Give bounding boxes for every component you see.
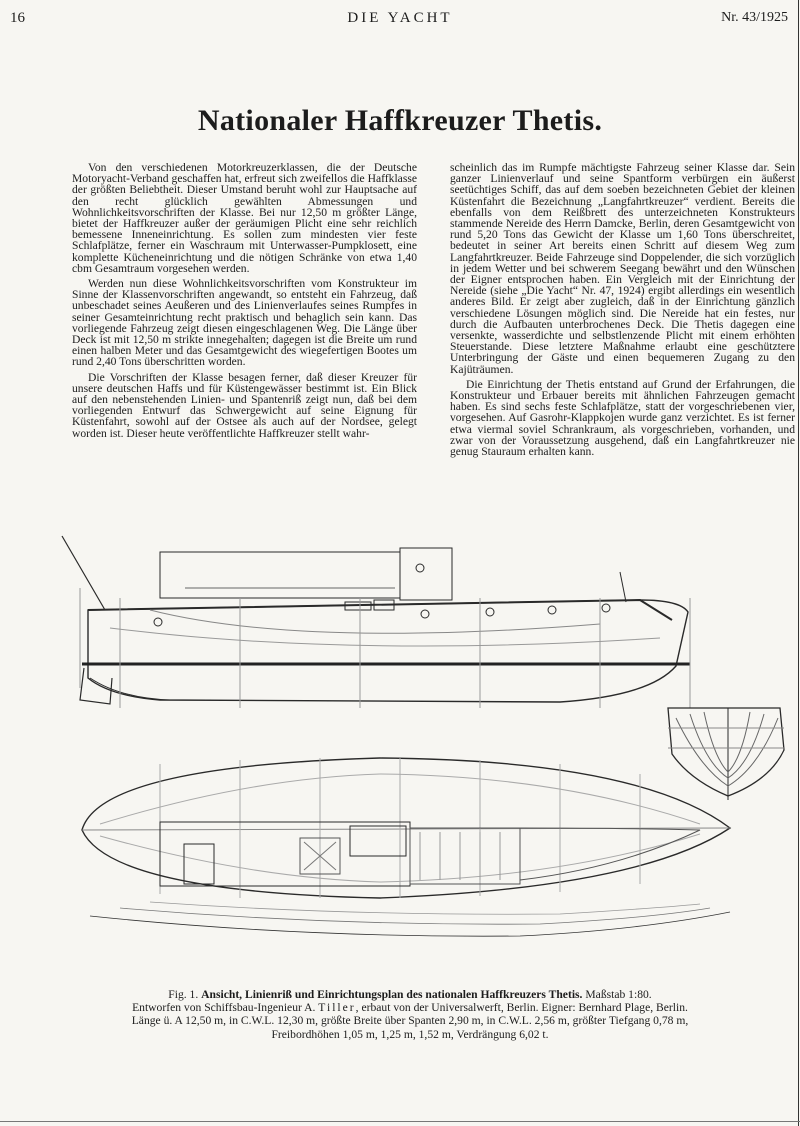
paragraph: Werden nun diese Wohnlichkeitsvorschriften vom Konstrukteur im Sinne der Klassenvorschriften angewandt, so entsteht ein Fahrzeug, daß unbeschadet seines Aeußeren und des Linienverlaufes seines Rumpfes in seiner Gesamteinrichtung recht praktisch und behaglich sein kann. Das vorliegende Fahrzeug zeigt diesen eingeschlagenen Weg. Die Länge über Deck ist mit 12,50 m strikte innegehalten; dagegen ist die Breite um rund einen halben Meter und das Gesamtgewicht des wiegefertigen Bootes um rund 2,40 Tons überschritten worden. bbox=[72, 277, 417, 369]
caption-designer: Entworfen von Schiffsbau-Ingenieur A. bbox=[132, 1001, 316, 1015]
profile-view bbox=[62, 536, 690, 708]
caption-title: Ansicht, Linienriß und Einrichtungsplan des nationalen Haffkreuzers Thetis. bbox=[201, 988, 583, 1001]
scan-bottom-edge bbox=[0, 1121, 800, 1122]
magazine-title: DIE YACHT bbox=[347, 10, 453, 26]
page-number: 16 bbox=[10, 10, 25, 26]
page-header bbox=[0, 8, 800, 32]
issue-number: Nr. 43/1925 bbox=[721, 10, 788, 25]
caption-fig-label: Fig. 1. bbox=[168, 988, 199, 1001]
caption-scale: Maßstab 1:80. bbox=[585, 988, 652, 1001]
caption-designer-name: Tiller bbox=[318, 1001, 356, 1015]
article-title: Nationaler Haffkreuzer Thetis. bbox=[197, 104, 603, 137]
plan-view bbox=[82, 758, 730, 898]
waterlines bbox=[90, 902, 730, 936]
paragraph: Die Vorschriften der Klasse besagen ferner, daß dieser Kreuzer für unsere deutschen Haffs und für Küstengewässer bestimmt ist. Ein Blick auf den nebenstehenden Linien- und Spantenriß zeigt nun, daß bei dem vorliegenden Entwurf das Schwergewicht auf seine Eignung für Küstenfahrt, sowohl auf der Ostsee als auch auf der Nordsee, gelegt worden ist. Dieser heute veröffentlichte Haffkreuzer stellt wahr- bbox=[72, 370, 417, 440]
caption-line-4: Freibordhöhen 1,05 m, 1,25 m, 1,52 m, Verdrängung 6,02 t. bbox=[271, 1027, 549, 1041]
scan-edge bbox=[798, 0, 799, 1126]
caption-line-3: Länge ü. A 12,50 m, in C.W.L. 12,30 m, größte Breite über Spanten 2,90 m, in C.W.L. 2,56 m, größter Tiefgang 0,78 m, bbox=[131, 1014, 689, 1028]
paragraph: Von den verschiedenen Motorkreuzerklassen, die der Deutsche Motoryacht-Verband geschaffen hat, erfreut sich zweifellos die Haffklasse der größten Beliebtheit. Dieser Umstand beruht wohl zur Hauptsache auf den recht glücklich gewählten Abmessungen und Wohnlichkeitsvorschriften der Klasse. Bei nur 12,50 m größter Länge, bietet der Haffkreuzer außer der geräumigen Plicht eine sehr reichlich bemessene Inneneinrichtung. Es sollen zum mindesten vier feste Schlafplätze, ferner ein Waschraum mit Unterwasser-Pumpklosett, eine komplette Kücheneinrichtung und die nötigen Schränke von etwa 1,40 cbm Gesamtraum vorgesehen werden. bbox=[72, 162, 417, 275]
body-plan bbox=[668, 708, 784, 800]
paragraph: Die Einrichtung der Thetis entstand auf Grund der Erfahrungen, die Konstrukteur und Erbauer bereits mit ähnlichen Fahrzeugen gemacht haben. Es sind sechs feste Schlafplätze, statt der vorgeschriebenen vier, vorgesehen. Auf Gasrohr-Klappkojen wurde ganz verzichtet. Es ist ferner etwa viermal soviel Schrankraum, als vorgeschrieben, vorhanden, und zwar von der Voraussetzung ausgehend, daß ein Langfahrtkreuzer nie genug Stauraum erhalten kann. bbox=[450, 377, 795, 459]
caption-line-1 bbox=[60, 988, 760, 1001]
left-column bbox=[72, 162, 417, 522]
caption-builder: , erbaut von der Universalwerft, Berlin. Eigner: Bernhard Plage, Berlin. bbox=[355, 1001, 688, 1015]
boat-drawings bbox=[0, 528, 800, 968]
paragraph: scheinlich das im Rumpfe mächtigste Fahrzeug seiner Klasse dar. Sein ganzer Linienverlauf und seine Spantform verbürgen ein äußerst seetüchtiges Schiff, das auf dem soeben bezeichneten Gebiet der kleinen Küstenfahrt die Bezeichnung „Langfahrtkreuzer“ verdient. Bereits die ebenfalls von dem Reißbrett des unterzeichneten Konstrukteurs stammende Nereide des Herrn Damcke, Berlin, deren Gesamtgewicht von rund 5,20 Tons das Gewicht der Klasse um 1,60 Tons überschreitet, bedeutet in seiner Art bereits einen Schritt auf diesem Weg zum Langfahrtkreuzer. Beide Fahrzeuge sind Doppelender, die sich vorzüglich in jedem Wetter und bei schwerem Seegang bewährt und den Wünschen der Eigner entsprochen haben. Ein Vergleich mit der Einrichtung der Nereide (siehe „Die Yacht“ Nr. 47, 1924) ergibt allerdings ein wesentlich anderes Bild. Er zeigt aber zugleich, daß in der Einrichtung gänzlich verschiedene Lösungen möglich sind. Die Nereide hat ein festes, nur durch die Aufbauten unterbrochenes Deck. Die Thetis dagegen eine versenkte, wasserdichte und selbstlenzende Plicht mit einem erhöhten Steuerstande. Diese letztere Maßnahme erlaubt eine geschütztere Unterbringung der Gäste und einen bequemeren Zugang zu den Kajüträumen. bbox=[450, 162, 795, 376]
caption-line-2 bbox=[60, 1001, 760, 1014]
figure-caption bbox=[60, 988, 760, 1041]
right-column bbox=[450, 162, 795, 522]
